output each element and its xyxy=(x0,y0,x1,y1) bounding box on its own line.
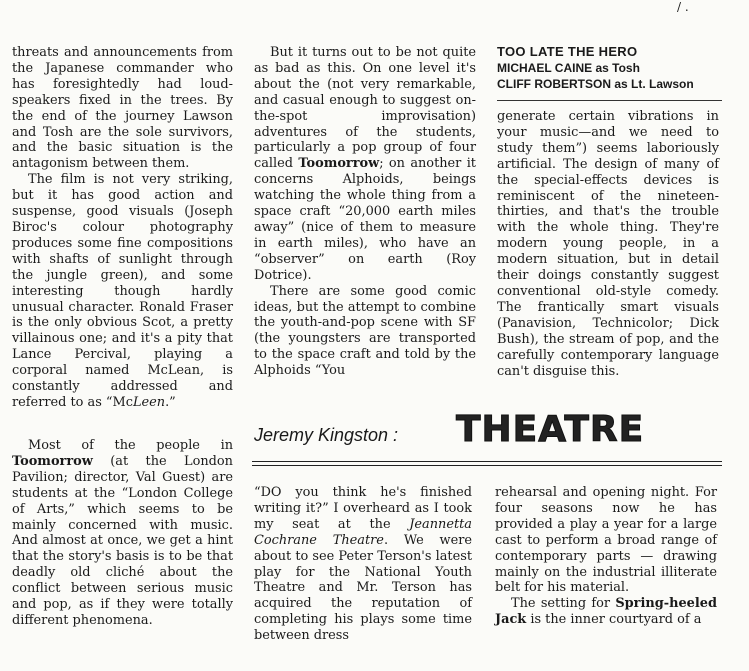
paragraph: “DO you think he's finished writing it?” I overheard as I took my seat at the Jeannetta Cochrane Theatre. We were about to see Peter Terson's latest play for the National Youth Theatre and Mr. Terson has acquired the reputation of completing his plays some time between dress xyxy=(254,485,472,644)
paragraph: The setting for Spring-heeled Jack is the inner courtyard of a xyxy=(495,596,717,628)
paragraph: Most of the people in Toomorrow (at the London Pavilion; director, Val Guest) are students at the “London College of Arts,” which seems to be mainly concerned with music. And almost at once, we get a hint that the story's basis is to be that deadly old cliché about the conflict between serious music and pop, as if they were totally different phenomena. xyxy=(12,438,233,628)
paragraph: rehearsal and opening night. For four seasons now he has provided a play a year for a large cast to perform a broad range of contemporary parts — drawing mainly on the industrial illiterate belt for his material. xyxy=(495,485,717,596)
review-column-1 xyxy=(12,45,233,411)
cast-line: MICHAEL CAINE as Tosh xyxy=(497,61,640,75)
heading-rule xyxy=(252,465,722,466)
paragraph: But it turns out to be not quite as bad as this. On one level it's about the (not very remarkable, and casual enough to suggest on-the-spot improvisation) adventures of the students, particularly a pop group of four called Toomorrow; on another it concerns Alphoids, beings watching the whole thing from a space craft “20,000 earth miles away” (nice of them to measure in earth miles), who have an “observer” on earth (Roy Dotrice). xyxy=(254,45,476,283)
cast-line: CLIFF ROBERTSON as Lt. Lawson xyxy=(497,77,694,91)
section-title: THEATRE xyxy=(456,409,645,450)
film-title-credit: TOO LATE THE HERO xyxy=(497,44,638,59)
paragraph: generate certain vibrations in your music—and we need to study them”) seems laboriously artificial. The design of many of the special-effects devices is reminiscent of the nineteen-thirties, and that's the trouble with the whole thing. They're modern young people, in a modern situation, but in detail their doings constantly suggest conventional old-style comedy. The frantically smart visuals (Panavision, Technicolor; Dick Bush), the stream of pop, and the carefully contemporary language can't disguise this. xyxy=(497,109,719,379)
heading-rule xyxy=(252,461,722,462)
film-title: Toomorrow xyxy=(298,156,380,172)
paragraph: There are some good comic ideas, but the attempt to combine the youth-and-pop scene with SF (the youngsters are transported to the space craft and told by the Alphoids “You xyxy=(254,283,476,379)
play-title: Spring-heeled Jack xyxy=(495,596,717,628)
theatre-column-2 xyxy=(495,485,717,628)
film-title: Toomorrow xyxy=(12,453,93,469)
credits-divider xyxy=(497,100,722,101)
review-column-2 xyxy=(254,45,476,379)
venue-name: Jeannetta Cochrane Theatre xyxy=(254,516,472,548)
theatre-column-1 xyxy=(254,485,472,644)
review-column-1-continued xyxy=(12,438,233,629)
page-edge xyxy=(735,0,749,671)
theatre-section-heading xyxy=(252,405,722,455)
review-column-3 xyxy=(497,109,719,379)
paragraph: threats and announcements from the Japanese commander who has foresightedly had loud-speakers fixed in the trees. By the end of the journey Lawson and Tosh are the sole survivors, and the basic situation is the antagonism between them. xyxy=(12,45,233,172)
film-credits xyxy=(497,43,722,92)
paragraph: The film is not very striking, but it has good action and suspense, good visuals (Joseph Biroc's colour photography produces some fine compositions with shafts of sunlight through the jungle green), and some interesting though hardly unusual character. Ronald Fraser is the only obvious Scot, a pretty villainous one; and it's a pity that Lance Percival, playing a corporal named McLean, is constantly addressed and referred to as “McLeen.” xyxy=(12,172,233,410)
corner-mark: / . xyxy=(677,0,689,14)
byline: Jeremy Kingston : xyxy=(254,425,399,445)
